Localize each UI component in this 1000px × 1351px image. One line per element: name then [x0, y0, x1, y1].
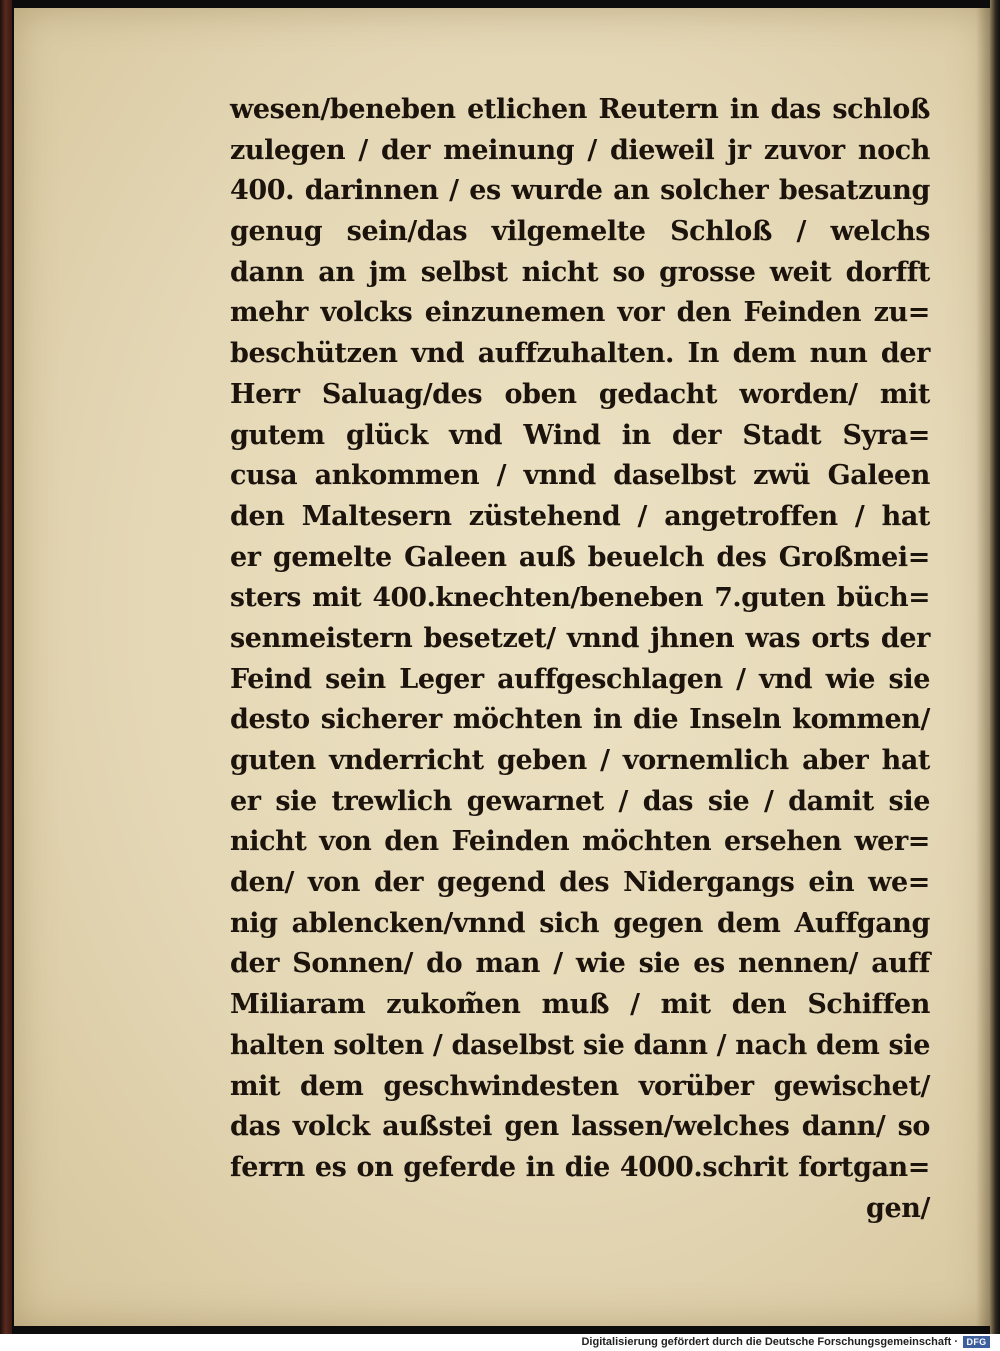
text-line: den Maltesern züstehend / angetroffen / hat — [230, 500, 930, 532]
text-line: er gemelte Galeen auß beuelch des Großmei= — [230, 541, 930, 573]
text-line: nicht von den Feinden möchten ersehen wer= — [230, 826, 930, 858]
text-line: er sie trewlich gewarnet / das sie / damit sie — [230, 785, 930, 817]
footer-bar — [0, 1334, 1000, 1351]
body-text — [230, 90, 930, 1229]
text-line: senmeistern besetzet/ vnnd jhnen was orts der — [230, 622, 930, 654]
catchword: gen/ — [866, 1192, 930, 1224]
text-line: genug sein/das vilgemelte Schloß / welchs — [230, 216, 930, 248]
text-line: halten solten / daselbst sie dann / nach dem sie — [230, 1029, 930, 1061]
text-line: guten vnderricht geben / vornemlich aber hat — [230, 745, 930, 776]
paper-page — [14, 8, 990, 1326]
text-line: wesen/beneben etlichen Reutern in das schloß — [230, 94, 930, 125]
text-line: dann an jm selbst nicht so grosse weit dorfft — [230, 256, 930, 288]
text-line: sters mit 400.knechten/beneben 7.guten büch= — [230, 582, 930, 614]
text-line: 400. darinnen / es wurde an solcher besatzung — [230, 175, 930, 207]
text-line: das volck außstei gen lassen/welches dann/ so — [230, 1111, 930, 1143]
dfg-logo: DFG — [963, 1336, 990, 1348]
text-line: mit dem geschwindesten vorüber gewischet/ — [230, 1070, 930, 1102]
text-line: Feind sein Leger auffgeschlagen / vnd wie sie — [230, 663, 930, 695]
text-line: den/ von der gegend des Nidergangs ein we= — [230, 867, 930, 899]
book-edge-right — [990, 0, 1000, 1334]
text-line: ferrn es on geferde in die 4000.schrit fortgan= — [230, 1151, 930, 1183]
text-line: mehr volcks einzunemen vor den Feinden zu= — [230, 297, 930, 329]
text-line: nig ablencken/vnnd sich gegen dem Auffgang — [230, 907, 930, 939]
book-edge-left — [0, 0, 12, 1334]
funding-credit: Digitalisierung gefördert durch die Deutsche Forschungsgemeinschaft · — [581, 1336, 958, 1348]
text-line: Herr Saluag/des oben gedacht worden/ mit — [230, 378, 930, 410]
text-line: cusa ankommen / vnnd daselbst zwü Galeen — [230, 460, 930, 492]
text-line: Miliaram zukom̃en muß / mit den Schiffen — [230, 989, 930, 1021]
text-line: der Sonnen/ do man / wie sie es nennen/ auff — [230, 948, 930, 980]
text-line: beschützen vnd auffzuhalten. In dem nun der — [230, 338, 930, 370]
text-line: gutem glück vnd Wind in der Stadt Syra= — [230, 419, 930, 451]
text-line: desto sicherer möchten in die Inseln kommen/ — [230, 704, 930, 736]
text-line: zulegen / der meinung / dieweil jr zuvor noch — [230, 134, 930, 166]
